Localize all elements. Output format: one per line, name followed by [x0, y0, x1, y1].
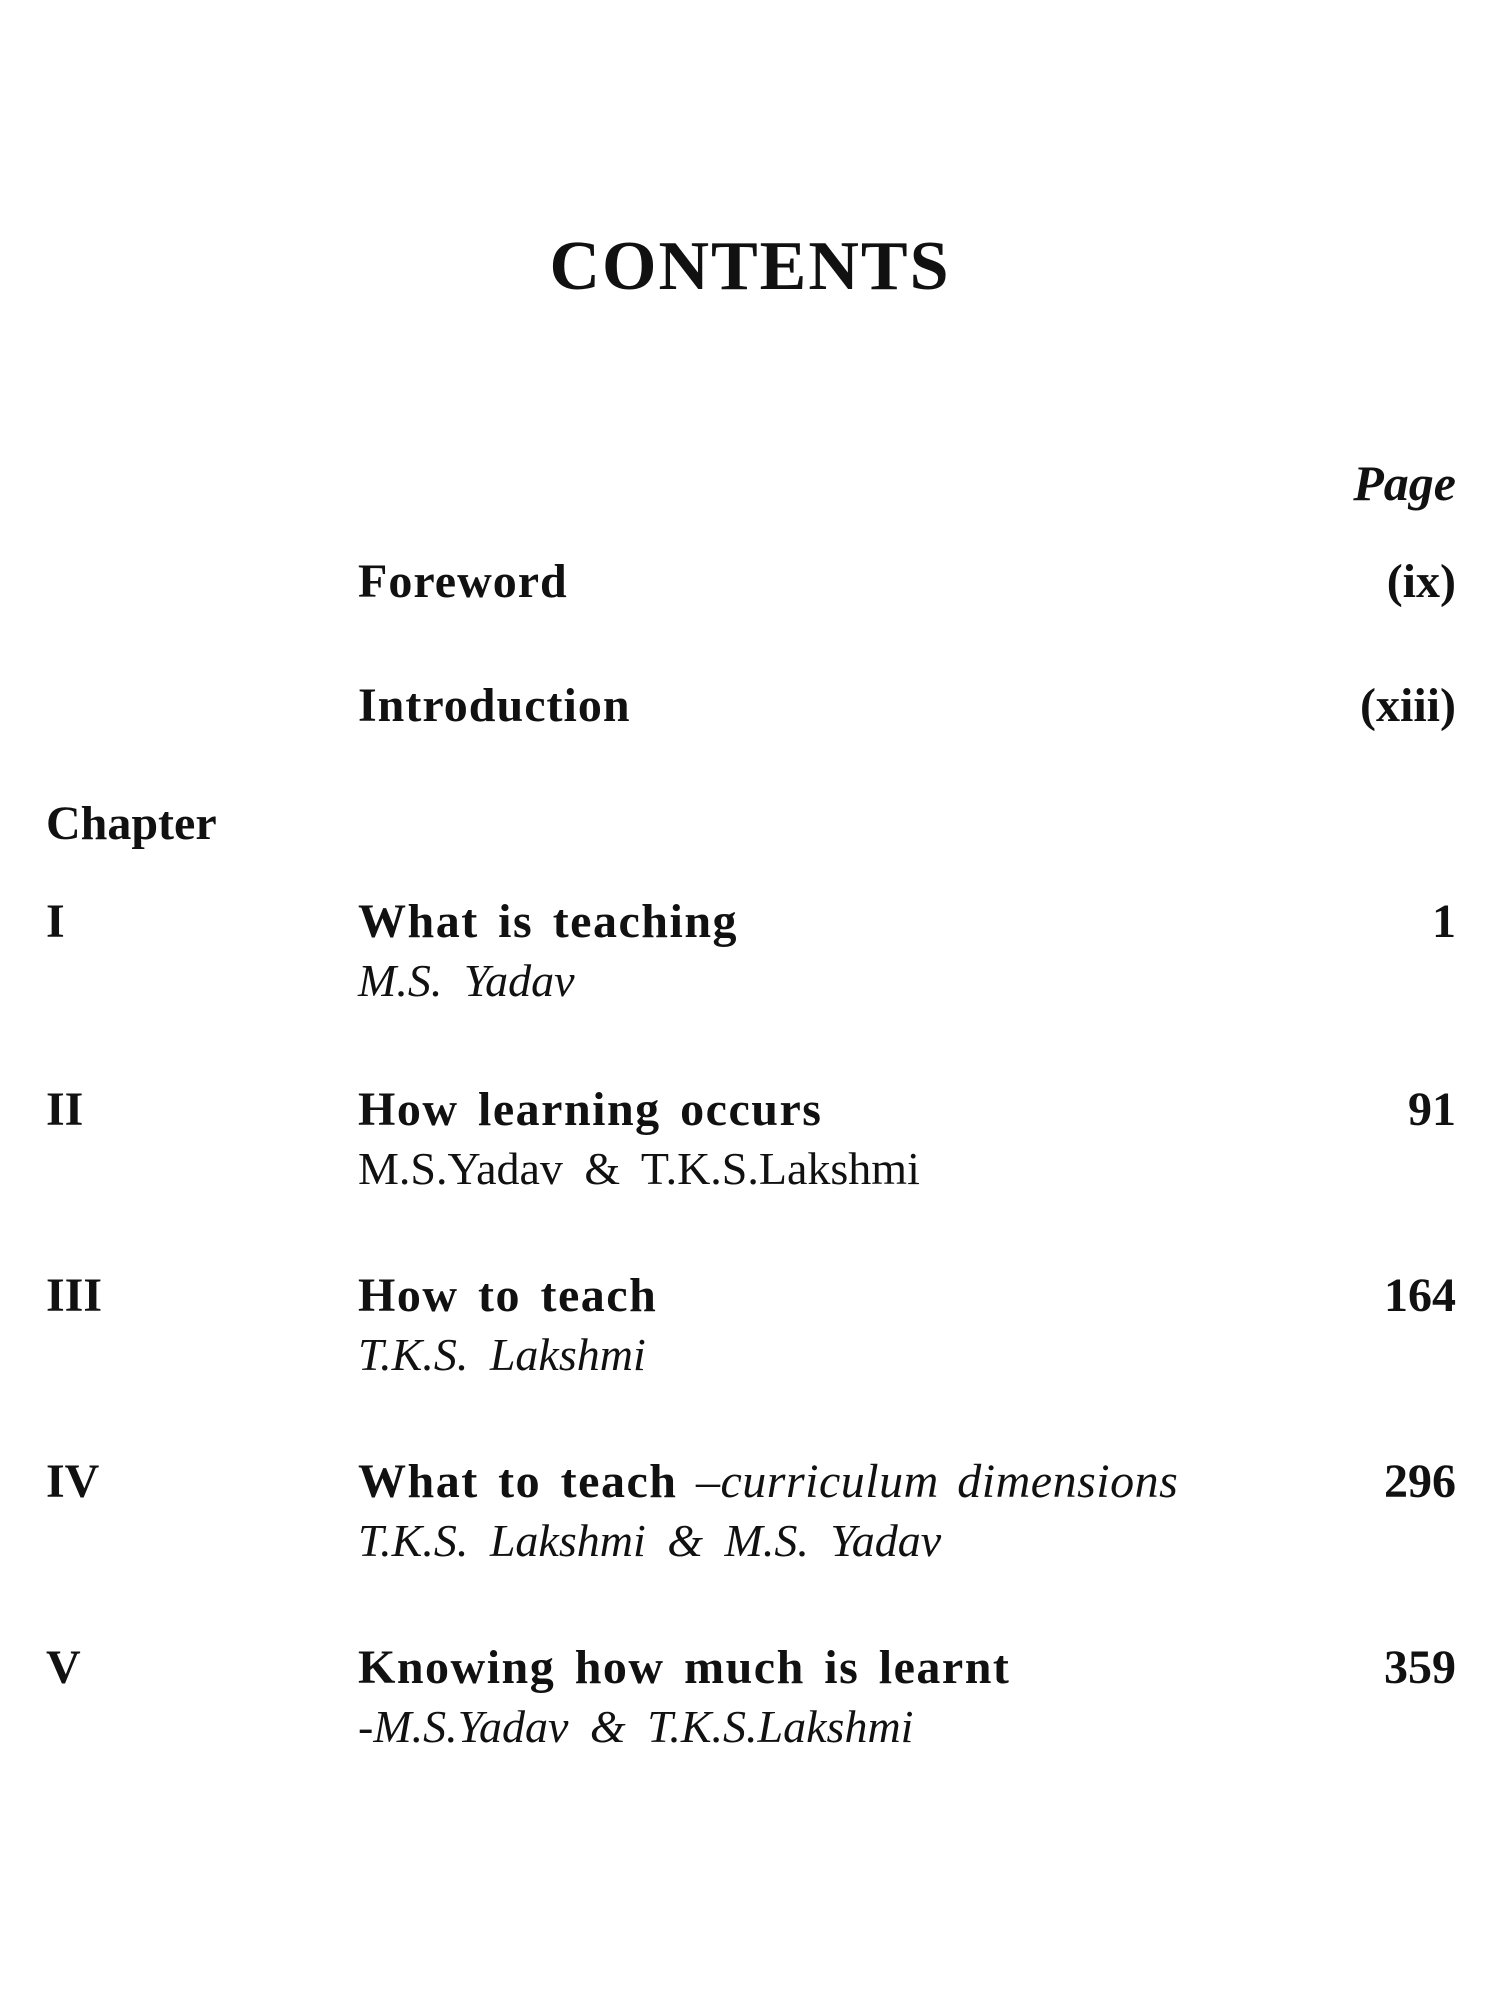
- chapter-author: M.S. Yadav: [358, 955, 575, 1006]
- chapter-title: [358, 1269, 658, 1322]
- chapter-author: M.S.Yadav & T.K.S.Lakshmi: [358, 1143, 920, 1194]
- chapter-title-text: What to teach: [358, 1455, 678, 1508]
- front-matter-page: (xiii): [1360, 679, 1456, 732]
- chapter-column-heading: Chapter: [46, 797, 217, 850]
- chapter-entry-3: [46, 1269, 1456, 1392]
- chapter-title: [358, 1083, 823, 1136]
- chapter-author: T.K.S. Lakshmi: [358, 1329, 646, 1380]
- front-matter-label: Introduction: [358, 679, 631, 732]
- chapter-page: 296: [1384, 1455, 1456, 1508]
- chapter-page: 164: [1384, 1269, 1456, 1322]
- chapter-number: IV: [46, 1455, 100, 1508]
- chapter-number: I: [46, 895, 65, 948]
- chapter-page: 1: [1432, 895, 1456, 948]
- chapter-number: II: [46, 1083, 84, 1136]
- chapter-title: [358, 1641, 1011, 1694]
- front-matter-entry-foreword: [358, 555, 1456, 618]
- front-matter-entry-introduction: [358, 679, 1456, 742]
- front-matter-label: Foreword: [358, 555, 568, 608]
- chapter-title: [358, 1455, 1179, 1508]
- chapter-page: 91: [1408, 1083, 1456, 1136]
- chapter-title-text: How learning occurs: [358, 1083, 823, 1136]
- chapter-page: 359: [1384, 1641, 1456, 1694]
- chapter-subtitle: –curriculum dimensions: [677, 1455, 1179, 1508]
- front-matter-page: (ix): [1386, 555, 1456, 608]
- chapter-entry-5: [46, 1641, 1456, 1764]
- page-title: CONTENTS: [549, 228, 951, 305]
- chapter-number: V: [46, 1641, 81, 1694]
- chapter-entry-2: [46, 1083, 1456, 1206]
- chapter-title: [358, 895, 739, 948]
- chapter-title-text: What is teaching: [358, 895, 739, 948]
- chapter-author: -M.S.Yadav & T.K.S.Lakshmi: [358, 1701, 914, 1752]
- chapter-title-text: Knowing how much is learnt: [358, 1641, 1011, 1694]
- chapter-entry-4: [46, 1455, 1456, 1578]
- chapter-title-text: How to teach: [358, 1269, 658, 1322]
- page-column-heading: Page: [1353, 455, 1456, 511]
- chapter-author: T.K.S. Lakshmi & M.S. Yadav: [358, 1515, 942, 1566]
- chapter-number: III: [46, 1269, 103, 1322]
- chapter-entry-1: [46, 895, 1456, 1018]
